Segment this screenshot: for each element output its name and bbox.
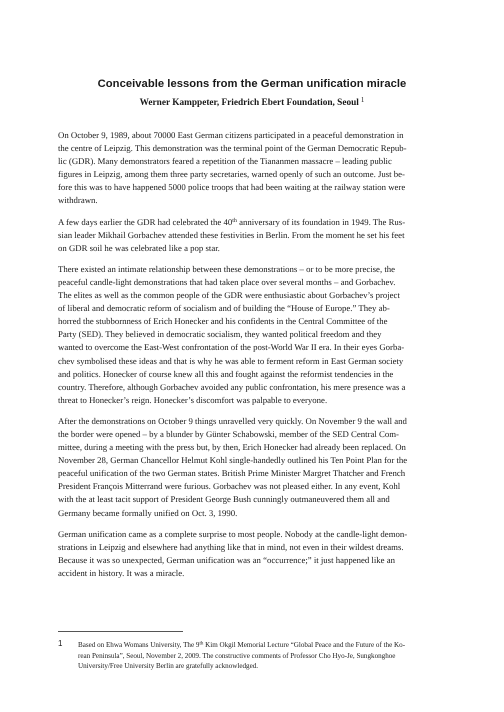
footnote-divider bbox=[58, 631, 183, 632]
footnote-ref: 1 bbox=[360, 96, 365, 104]
paper-title: Conceivable lessons from the German unification miracle bbox=[97, 78, 407, 90]
paragraph-1: On October 9, 1989, about 70000 East German citizens participated in a peaceful demonstration in the centre of Leipzig. This demonstration was the terminal point of the German Democratic Repub- lic (GDR). Many demonstrators feared a repetition of the Tiananmen massacre – leading public figures in Leipzig, among them three party secretaries, warned openly of such an outcome. Just be- fore this was to have happened 5000 police troops that had been waiting at the railway station were withdrawn. bbox=[58, 130, 407, 206]
paragraph-3: There existed an intimate relationship between these demonstrations – or to be more precise, the peaceful candle-light demonstrations that had taken place over several months – and Gorbachev. The elites as well as the common people of the GDR were enthusiastic about Gorbachev’s project of liberal and democratic reform of socialism and of building the “House of Europe.” They ab- horred the stubbornness of Erich Honecker and his confidents in the Central Committee of the Party (SED). They believed in democratic socialism, they wanted political freedom and they wanted to overcome the East-West confrontation of the post-World War II era. In their eyes Gorba- chev symbolised these ideas and that is why he was able to ferment reform in East German society and politics. Honecker of course knew all this and fought against the reformist tendencies in the country. Therefore, although Gorbachev avoided any public confrontation, his mere presence was a threat to Honecker’s reign. Honecker’s discomfort was palpable to everyone. bbox=[58, 263, 406, 405]
footnote bbox=[58, 640, 450, 672]
footnote-mark: 1 bbox=[58, 639, 63, 648]
author-line bbox=[58, 96, 446, 108]
paragraph-5: German unification came as a complete surprise to most people. Nobody at the candle-light demon- strations in Leipzig and elsewhere had anything like that in mind, not even in their wildest dreams. Because it was so unexpected, German unification was an “occurrence;” it just happened like an accident in history. It was a miracle. bbox=[58, 528, 408, 578]
paragraph-2: A few days earlier the GDR had celebrated the 40th anniversary of its foundation in 1949. The Rus- sian leader Mikhail Gorbachev attended these festivities in Berlin. From the moment he set his feet on GDR soil he was celebrated like a pop star. bbox=[58, 216, 406, 253]
author-name: Werner Kamppeter, Friedrich Ebert Foundation, Seoul bbox=[139, 98, 359, 108]
footnote-text: Based on Ehwa Womans University, The 9th Kim Okgil Memorial Lecture “Global Peace and the Future of the Ko- rean Peninsula”, Seoul, November 2, 2009. The constructive comments of Professor Cho Hyo-Je, Sungkonghoe University/Free University Berlin are gratefully acknowledged. bbox=[78, 641, 406, 671]
paragraph-4: After the demonstrations on October 9 things unravelled very quickly. On November 9 the wall and the border were opened – by a blunder by Günter Schabowski, member of the SED Central Com- mittee, during a meeting with the press but, by then, Erich Honecker had already been replaced. On November 28, German Chancellor Helmut Kohl single-handedly outlined his Ten Point Plan for the peaceful unification of the two German states. British Prime Minister Margret Thatcher and French President François Mitterrand were furious. Gorbachev was not pleased either. In any event, Kohl with the at least tacit support of President George Bush cunningly outmaneuvered them all and Germany became formally unified on Oct. 3, 1990. bbox=[58, 415, 408, 518]
